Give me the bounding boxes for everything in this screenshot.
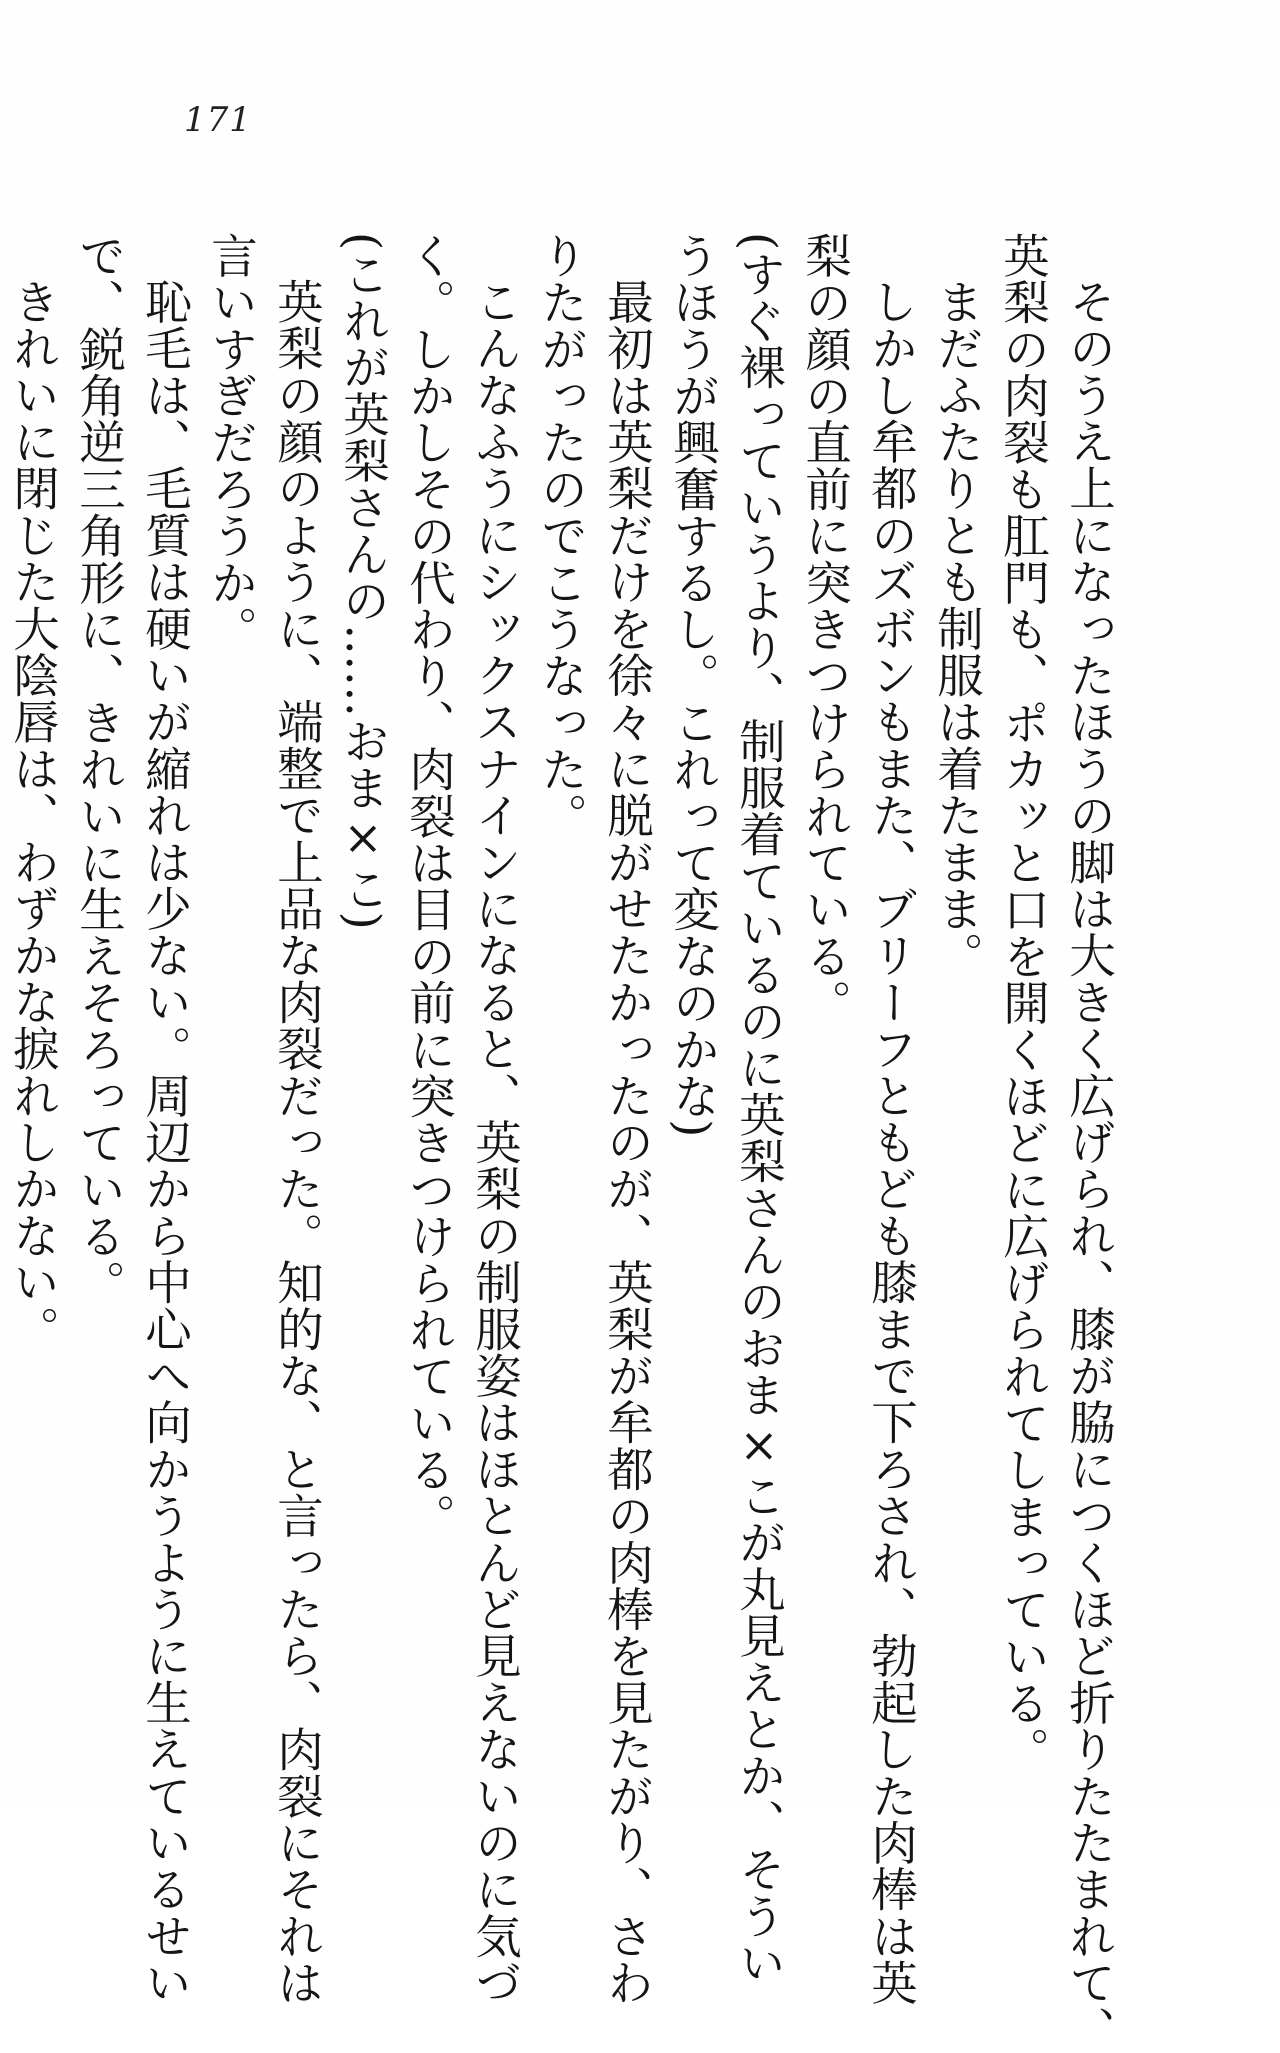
text-line: (これが英梨さんの……おま×こ)	[336, 232, 390, 930]
text-line: 英梨の肉裂も肛門も、ポカッと口を開くほどに広げられてしまっている。	[996, 232, 1050, 1774]
text-line: 最初は英梨だけを徐々に脱がせたかったのが、英梨が牟都の肉棒を見たがり、さわ	[600, 278, 654, 2006]
text-line: うほうが興奮するし。これって変なのかな)	[666, 232, 720, 1138]
text-line: 恥毛は、毛質は硬いが縮れは少ない。周辺から中心へ向かうように生えているせい	[138, 278, 192, 2006]
text-line: まだふたりとも制服は着たまま。	[930, 278, 984, 979]
text-line: く。しかしその代わり、肉裂は目の前に突きつけられている。	[402, 232, 456, 1540]
text-line: (すぐ裸っていうより、制服着ているのに英梨さんのおま×こが丸見えとか、そうい	[732, 232, 786, 1986]
text-line: きれいに閉じた大陰唇は、わずかな捩れしかない。	[6, 278, 60, 1353]
text-line: りたがったのでこうなった。	[534, 232, 588, 840]
page-number: 171	[184, 100, 252, 140]
text-line: 英梨の顔のように、端整で上品な肉裂だった。知的な、と言ったら、肉裂にそれは	[270, 278, 324, 2006]
text-line: で、鋭角逆三角形に、きれいに生えそろっている。	[72, 232, 126, 1307]
text-line: そのうえ上になったほうの脚は大きく広げられ、膝が脇につくほど折りたたまれて、	[1062, 278, 1116, 2053]
text-line: しかし牟都のズボンもまた、ブリーフともども膝まで下ろされ、勃起した肉棒は英	[864, 278, 918, 2006]
text-line: 言いすぎだろうか。	[204, 232, 258, 653]
body-text	[0, 232, 1122, 2053]
text-line: 梨の顔の直前に突きつけられている。	[798, 232, 852, 1026]
text-line: こんなふうにシックスナインになると、英梨の制服姿はほとんど見えないのに気づ	[468, 278, 522, 2006]
